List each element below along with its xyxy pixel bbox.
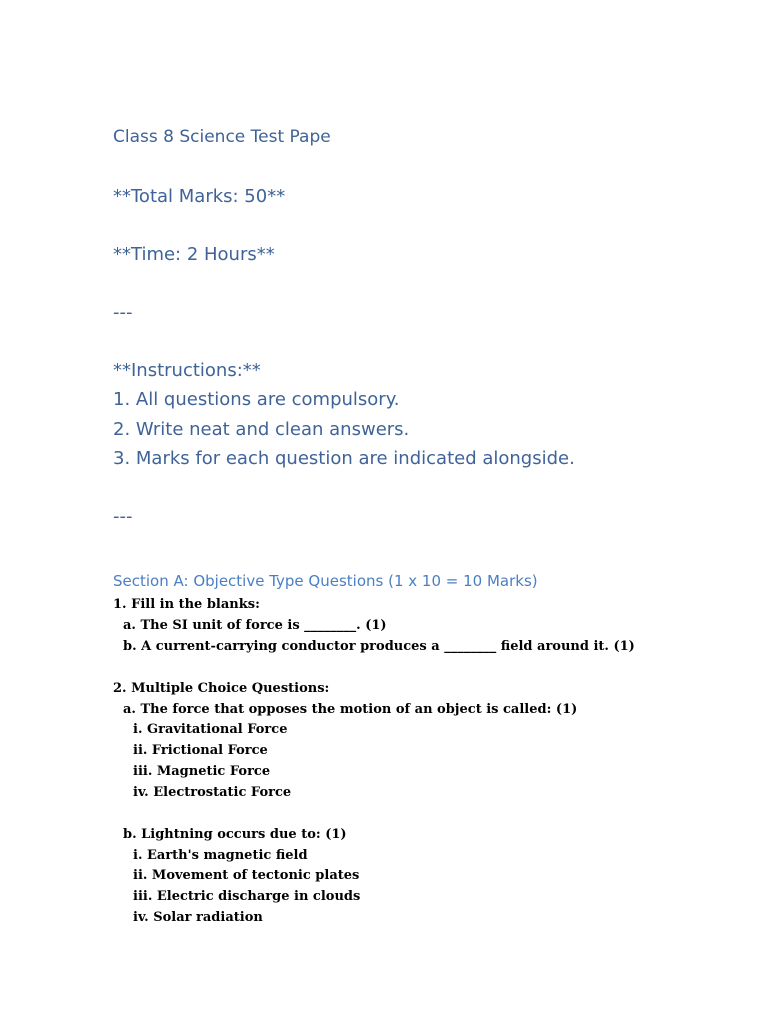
question-1b: b. A current-carrying conductor produces a ________ field around it. (1) <box>123 639 635 654</box>
question-1a: a. The SI unit of force is ________. (1) <box>123 618 387 633</box>
instruction-item: 2. Write neat and clean answers. <box>113 419 410 440</box>
question-2b-option: iii. Electric discharge in clouds <box>133 889 361 904</box>
question-2a-option: iv. Electrostatic Force <box>133 785 292 800</box>
question-2a-option: iii. Magnetic Force <box>133 764 271 779</box>
instruction-item: 3. Marks for each question are indicated alongside. <box>113 448 575 469</box>
question-2a-option: i. Gravitational Force <box>133 722 288 737</box>
question-2b-option: i. Earth's magnetic field <box>133 848 308 863</box>
section-a-heading: Section A: Objective Type Questions (1 x 10 = 10 Marks) <box>113 572 538 590</box>
question-1-title: 1. Fill in the blanks: <box>113 597 260 612</box>
instruction-item: 1. All questions are compulsory. <box>113 389 400 410</box>
separator-1: --- <box>113 302 133 323</box>
question-2b: b. Lightning occurs due to: (1) <box>123 827 347 842</box>
total-marks: **Total Marks: 50** <box>113 186 286 207</box>
time-allowed: **Time: 2 Hours** <box>113 244 275 265</box>
instructions-heading: **Instructions:** <box>113 360 261 381</box>
question-2b-option: ii. Movement of tectonic plates <box>133 868 360 883</box>
question-2a: a. The force that opposes the motion of an object is called: (1) <box>123 702 578 717</box>
question-2-title: 2. Multiple Choice Questions: <box>113 681 330 696</box>
document-title: Class 8 Science Test Pape <box>113 127 331 147</box>
question-2b-option: iv. Solar radiation <box>133 910 263 925</box>
question-2a-option: ii. Frictional Force <box>133 743 268 758</box>
separator-2: --- <box>113 506 133 527</box>
